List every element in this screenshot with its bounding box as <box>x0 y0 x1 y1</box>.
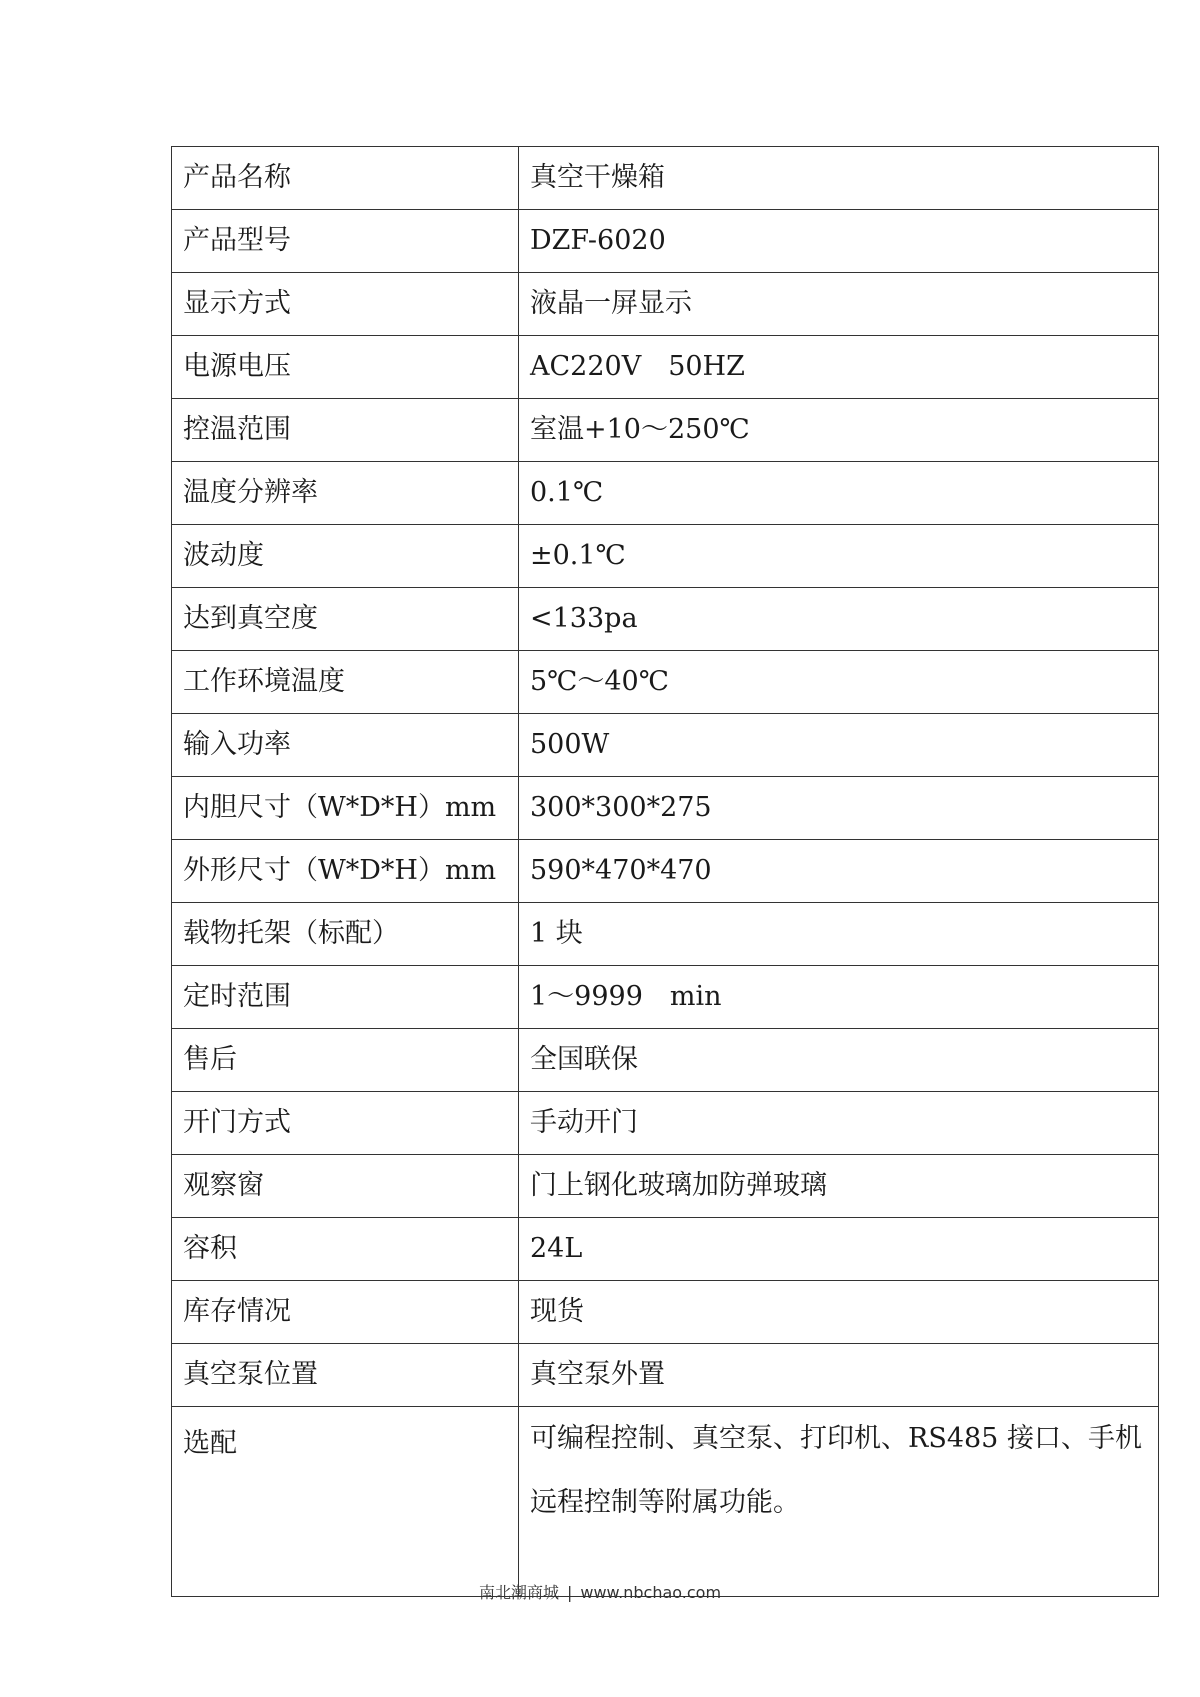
table-row <box>172 210 1159 273</box>
spec-value: 1 块 <box>519 903 1159 966</box>
footer-url: www.nbchao.com <box>580 1583 722 1602</box>
spec-label: 选配 <box>172 1407 519 1597</box>
spec-value: 真空干燥箱 <box>519 147 1159 210</box>
spec-value: 1～9999 min <box>519 966 1159 1029</box>
spec-value: 真空泵外置 <box>519 1344 1159 1407</box>
table-row <box>172 1029 1159 1092</box>
spec-label: 内胆尺寸（W*D*H）mm <box>172 777 519 840</box>
spec-value: 室温+10～250℃ <box>519 399 1159 462</box>
table-row <box>172 840 1159 903</box>
table-row <box>172 336 1159 399</box>
spec-value: 门上钢化玻璃加防弹玻璃 <box>519 1155 1159 1218</box>
spec-value: 300*300*275 <box>519 777 1159 840</box>
table-row <box>172 273 1159 336</box>
spec-value: 590*470*470 <box>519 840 1159 903</box>
spec-label: 电源电压 <box>172 336 519 399</box>
table-row <box>172 525 1159 588</box>
footer-separator: | <box>566 1583 573 1602</box>
table-row <box>172 1092 1159 1155</box>
spec-value: DZF-6020 <box>519 210 1159 273</box>
spec-value: ±0.1℃ <box>519 525 1159 588</box>
spec-label: 产品型号 <box>172 210 519 273</box>
spec-label: 控温范围 <box>172 399 519 462</box>
spec-label: 产品名称 <box>172 147 519 210</box>
table-row <box>172 1407 1159 1597</box>
spec-value: 现货 <box>519 1281 1159 1344</box>
table-row <box>172 1281 1159 1344</box>
spec-value: <133pa <box>519 588 1159 651</box>
page-footer <box>0 1580 1200 1603</box>
table-row <box>172 777 1159 840</box>
spec-label: 真空泵位置 <box>172 1344 519 1407</box>
spec-label: 温度分辨率 <box>172 462 519 525</box>
spec-value: 24L <box>519 1218 1159 1281</box>
spec-value: 全国联保 <box>519 1029 1159 1092</box>
spec-value: 液晶一屏显示 <box>519 273 1159 336</box>
spec-label: 载物托架（标配） <box>172 903 519 966</box>
spec-value: 5℃～40℃ <box>519 651 1159 714</box>
table-row <box>172 462 1159 525</box>
spec-label: 波动度 <box>172 525 519 588</box>
table-row <box>172 399 1159 462</box>
spec-value: AC220V 50HZ <box>519 336 1159 399</box>
spec-value: 手动开门 <box>519 1092 1159 1155</box>
spec-label: 工作环境温度 <box>172 651 519 714</box>
table-row <box>172 588 1159 651</box>
table-row <box>172 903 1159 966</box>
table-row <box>172 1218 1159 1281</box>
spec-label: 容积 <box>172 1218 519 1281</box>
table-row <box>172 966 1159 1029</box>
table-row <box>172 714 1159 777</box>
spec-label: 定时范围 <box>172 966 519 1029</box>
spec-value: 可编程控制、真空泵、打印机、RS485 接口、手机远程控制等附属功能。 <box>519 1407 1159 1597</box>
spec-label: 观察窗 <box>172 1155 519 1218</box>
spec-label: 外形尺寸（W*D*H）mm <box>172 840 519 903</box>
spec-label: 显示方式 <box>172 273 519 336</box>
spec-value: 500W <box>519 714 1159 777</box>
product-spec-table <box>171 146 1159 1597</box>
spec-label: 开门方式 <box>172 1092 519 1155</box>
table-row <box>172 147 1159 210</box>
footer-site-name: 南北潮商城 <box>478 1583 559 1602</box>
spec-label: 库存情况 <box>172 1281 519 1344</box>
spec-label: 售后 <box>172 1029 519 1092</box>
spec-value: 0.1℃ <box>519 462 1159 525</box>
spec-label: 输入功率 <box>172 714 519 777</box>
table-row <box>172 1155 1159 1218</box>
table-row <box>172 1344 1159 1407</box>
spec-label: 达到真空度 <box>172 588 519 651</box>
table-row <box>172 651 1159 714</box>
